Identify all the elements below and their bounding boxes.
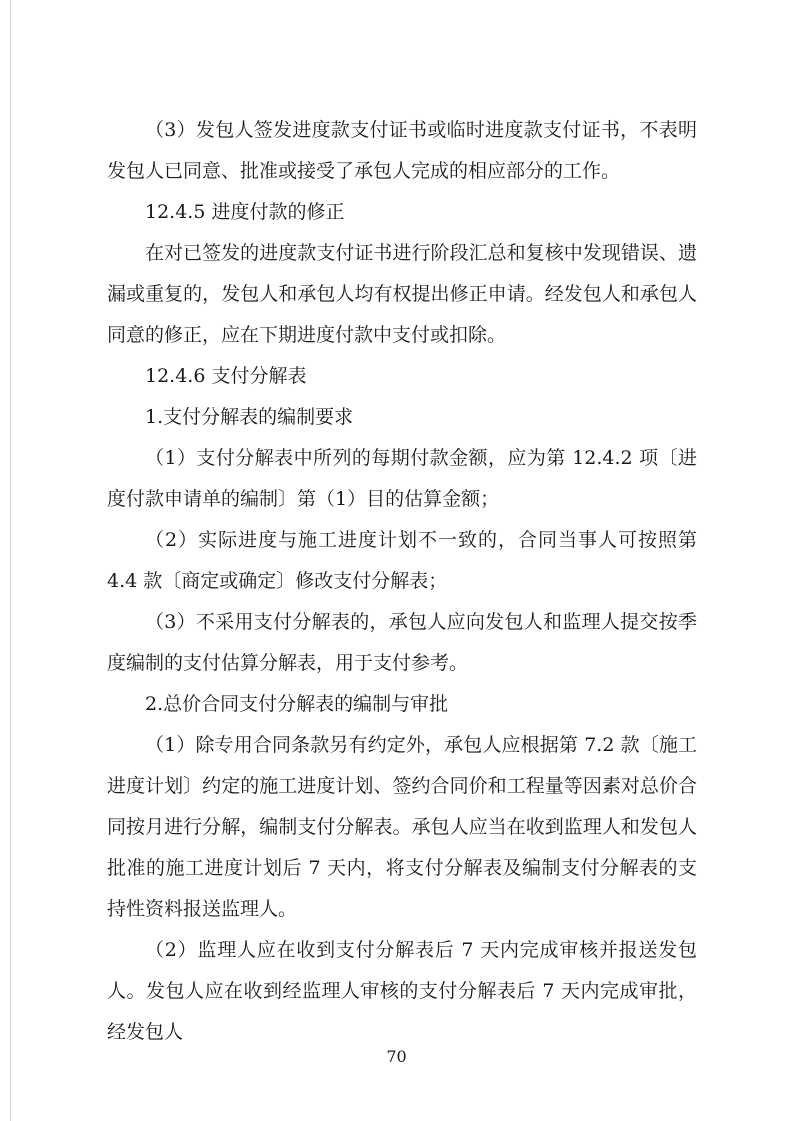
page-number: 70	[386, 1047, 407, 1066]
paragraph-item-2: （2）实际进度与施工进度计划不一致的，合同当事人可按照第 4.4 款〔商定或确定〕修改支付分解表；	[107, 529, 697, 592]
paragraph-lump-sum-1: （1）除专用合同条款另有约定外，承包人应根据第 7.2 款〔施工进度计划〕约定的施工进度计划、签约合同价和工程量等因素对总价合同按月进行分解，编制支付分解表。承包人应当在收到监理人和发包人批准的施工进度计划后 7 天内，将支付分解表及编制支付分解表的支持性资料报送监理人。	[107, 734, 697, 920]
section-heading-12-4-6: 12.4.6 支付分解表	[145, 365, 307, 387]
scan-edge-line	[10, 0, 11, 1121]
paragraph-item-1: （1）支付分解表中所列的每期付款金额，应为第 12.4.2 项〔进度付款申请单的编制〕第（1）目的估算金额；	[107, 447, 697, 510]
subheading-1-requirements: 1.支付分解表的编制要求	[145, 406, 354, 428]
section-heading-12-4-5: 12.4.5 进度付款的修正	[145, 201, 345, 223]
paragraph-correction: 在对已签发的进度款支付证书进行阶段汇总和复核中发现错误、遗漏或重复的，发包人和承包人均有权提出修正申请。经发包人和承包人同意的修正，应在下期进度付款中支付或扣除。	[107, 242, 697, 346]
paragraph-item-3: （3）不采用支付分解表的，承包人应向发包人和监理人提交按季度编制的支付估算分解表，用于支付参考。	[107, 611, 697, 674]
paragraph-3-certificate: （3）发包人签发进度款支付证书或临时进度款支付证书，不表明发包人已同意、批准或接受了承包人完成的相应部分的工作。	[107, 119, 697, 182]
subheading-2-lump-sum: 2.总价合同支付分解表的编制与审批	[145, 693, 449, 715]
paragraph-lump-sum-2: （2）监理人应在收到支付分解表后 7 天内完成审核并报送发包人。发包人应在收到经监理人审核的支付分解表后 7 天内完成审批，经发包人	[107, 939, 697, 1043]
document-body	[107, 110, 697, 1053]
